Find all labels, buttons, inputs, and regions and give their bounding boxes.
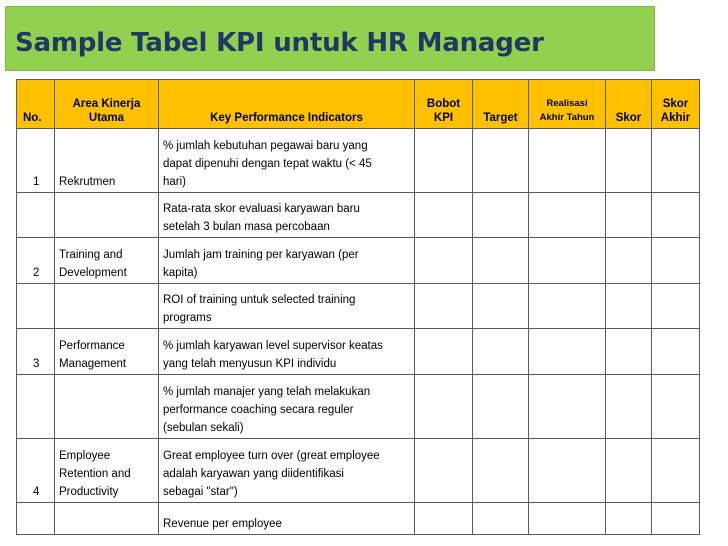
header-realisasi <box>529 80 606 129</box>
row-kpi: Rata-rata skor evaluasi karyawan baru setelah 3 bulan masa percobaan <box>159 193 415 238</box>
table-row <box>17 238 700 284</box>
table-row <box>17 503 700 535</box>
header-skor-akhir <box>652 80 700 129</box>
header-realisasi-line2: Akhir Tahun <box>539 112 595 123</box>
row-area: Employee Retention and Productivity <box>55 439 159 503</box>
cell-target[interactable] <box>473 439 529 503</box>
cell-target[interactable] <box>473 238 529 284</box>
row-kpi: ROI of training untuk selected training programs <box>159 284 415 329</box>
row-kpi: Jumlah jam training per karyawan (per kapita) <box>159 238 415 284</box>
cell-realisasi[interactable] <box>529 439 606 503</box>
cell-realisasi[interactable] <box>529 129 606 193</box>
cell-target[interactable] <box>473 284 529 329</box>
header-bobot-line2: KPI <box>433 112 454 124</box>
table-header-row <box>17 80 700 129</box>
cell-bobot[interactable] <box>415 284 473 329</box>
header-kpi: Key Performance Indicators <box>159 80 415 129</box>
table-row <box>17 375 700 439</box>
cell-bobot[interactable] <box>415 329 473 375</box>
header-target: Target <box>473 80 529 129</box>
row-kpi: % jumlah manajer yang telah melakukan performance coaching secara reguler (sebulan sekali) <box>159 375 415 439</box>
row-kpi: % jumlah karyawan level supervisor keatas yang telah menyusun KPI individu <box>159 329 415 375</box>
cell-realisasi[interactable] <box>529 329 606 375</box>
cell-skor[interactable] <box>606 439 652 503</box>
cell-skor-akhir[interactable] <box>652 375 700 439</box>
cell-skor[interactable] <box>606 375 652 439</box>
row-number <box>17 375 55 439</box>
cell-realisasi[interactable] <box>529 193 606 238</box>
cell-bobot[interactable] <box>415 439 473 503</box>
cell-target[interactable] <box>473 129 529 193</box>
cell-target[interactable] <box>473 193 529 238</box>
cell-skor[interactable] <box>606 129 652 193</box>
row-area <box>55 193 159 238</box>
cell-target[interactable] <box>473 503 529 535</box>
row-area <box>55 503 159 535</box>
row-area <box>55 375 159 439</box>
cell-skor[interactable] <box>606 284 652 329</box>
row-number: 1 <box>17 129 55 193</box>
header-skor: Skor <box>606 80 652 129</box>
row-number <box>17 284 55 329</box>
cell-skor[interactable] <box>606 193 652 238</box>
row-area: Performance Management <box>55 329 159 375</box>
cell-realisasi[interactable] <box>529 284 606 329</box>
kpi-table <box>16 79 700 535</box>
cell-realisasi[interactable] <box>529 238 606 284</box>
row-area: Rekrutmen <box>55 129 159 193</box>
cell-skor-akhir[interactable] <box>652 129 700 193</box>
cell-skor-akhir[interactable] <box>652 329 700 375</box>
cell-target[interactable] <box>473 329 529 375</box>
table-row <box>17 439 700 503</box>
table-row <box>17 284 700 329</box>
cell-skor-akhir[interactable] <box>652 439 700 503</box>
row-kpi: % jumlah kebutuhan pegawai baru yang dapat dipenuhi dengan tepat waktu (< 45 hari) <box>159 129 415 193</box>
cell-skor[interactable] <box>606 503 652 535</box>
cell-bobot[interactable] <box>415 193 473 238</box>
table-row <box>17 193 700 238</box>
header-bobot-line1: Bobot <box>426 98 461 110</box>
cell-bobot[interactable] <box>415 129 473 193</box>
cell-bobot[interactable] <box>415 238 473 284</box>
cell-realisasi[interactable] <box>529 375 606 439</box>
header-area-line1: Area Kinerja <box>72 98 141 110</box>
row-number: 2 <box>17 238 55 284</box>
row-kpi: Great employee turn over (great employee adalah karyawan yang diidentifikasi sebagai "star") <box>159 439 415 503</box>
row-number <box>17 503 55 535</box>
cell-realisasi[interactable] <box>529 503 606 535</box>
cell-skor-akhir[interactable] <box>652 503 700 535</box>
row-area: Training and Development <box>55 238 159 284</box>
cell-skor[interactable] <box>606 329 652 375</box>
row-number: 4 <box>17 439 55 503</box>
cell-bobot[interactable] <box>415 375 473 439</box>
header-bobot <box>415 80 473 129</box>
cell-skor-akhir[interactable] <box>652 284 700 329</box>
page-title: Sample Tabel KPI untuk HR Manager <box>15 28 544 58</box>
row-area <box>55 284 159 329</box>
header-area-line2: Utama <box>88 112 125 124</box>
header-area <box>55 80 159 129</box>
header-realisasi-line1: Realisasi <box>546 98 588 109</box>
table-row <box>17 129 700 193</box>
cell-skor-akhir[interactable] <box>652 238 700 284</box>
cell-bobot[interactable] <box>415 503 473 535</box>
header-skor-akhir-line2: Akhir <box>660 112 691 124</box>
header-no: No. <box>17 80 55 129</box>
row-number <box>17 193 55 238</box>
cell-skor[interactable] <box>606 238 652 284</box>
cell-skor-akhir[interactable] <box>652 193 700 238</box>
row-kpi: Revenue per employee <box>159 503 415 535</box>
title-banner <box>5 6 655 71</box>
table-row <box>17 329 700 375</box>
header-skor-akhir-line1: Skor <box>662 98 689 110</box>
row-number: 3 <box>17 329 55 375</box>
cell-target[interactable] <box>473 375 529 439</box>
